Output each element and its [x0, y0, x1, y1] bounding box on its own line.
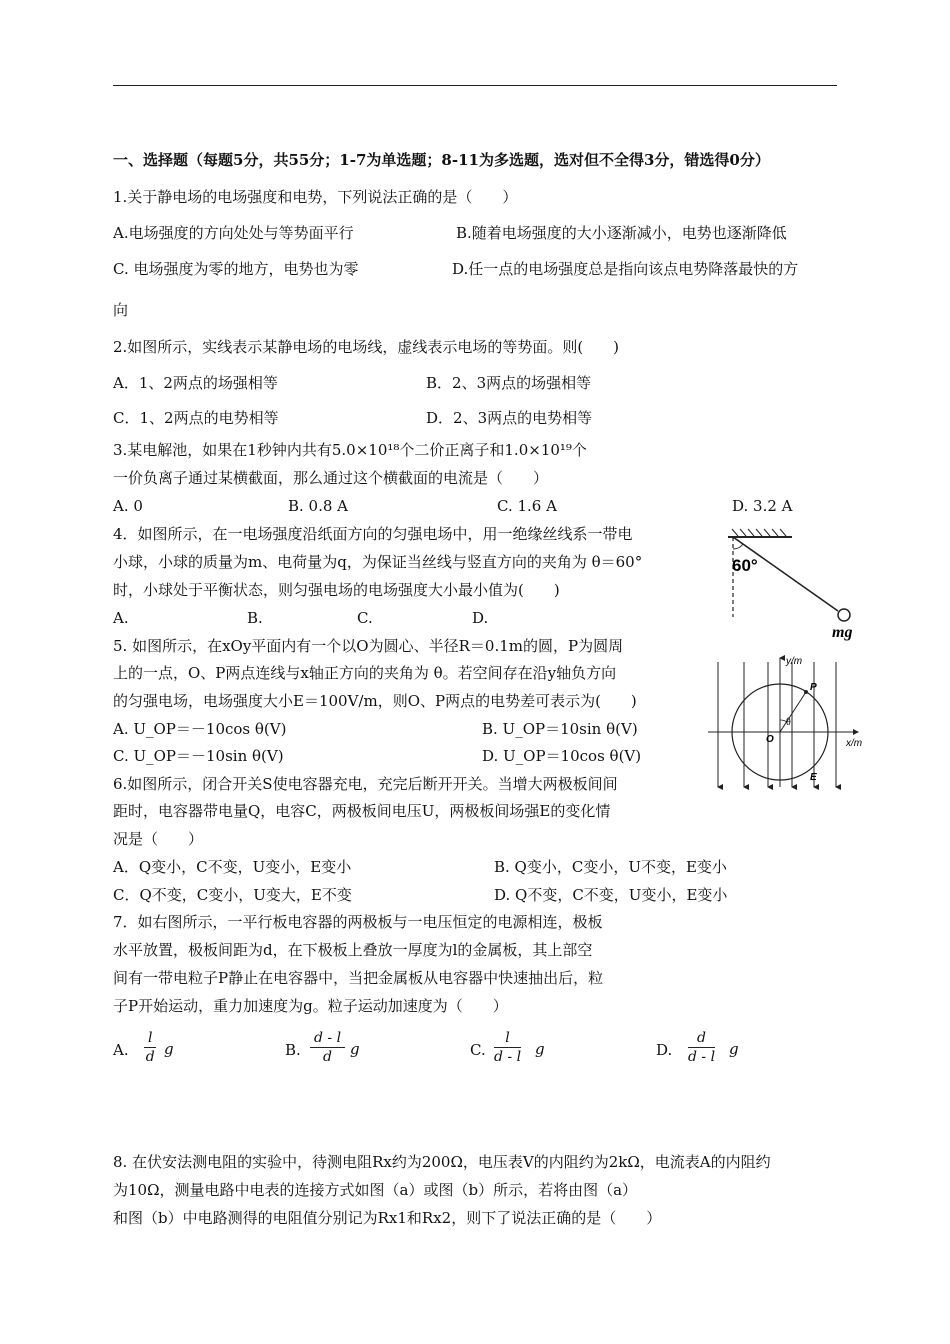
header-rule	[113, 85, 837, 86]
q7-line2: 水平放置，极板间距为d，在下极板上叠放一厚度为l的金属板，其上部空	[113, 941, 593, 959]
q2-stem: 2.如图所示，实线表示某静电场的电场线，虚线表示电场的等势面。则( )	[113, 338, 620, 356]
q7-line3: 间有一带电粒子P静止在电容器中，当把金属板从电容器中快速抽出后，粒	[113, 969, 604, 987]
section-title: 一、选择题（每题5分，共55分；1-7为单选题；8-11为多选题，选对但不全得3分，错选得0分）	[113, 151, 770, 169]
q7-frac-a-den: d	[145, 1049, 155, 1065]
q5-x-axis-label: x/m	[846, 738, 863, 749]
q5-line3: 的匀强电场，电场强度大小E＝100V/m，则O、P两点的电势差可表示为( )	[113, 692, 637, 710]
q4-option-b: B.	[247, 609, 263, 627]
q3-option-d: D. 3.2 A	[732, 497, 793, 515]
q7-frac-b	[310, 1029, 345, 1066]
q6-option-c: C．Q不变，C变小，U变大，E不变	[113, 886, 352, 904]
q7-option-a: A.	[113, 1041, 129, 1059]
q7-g-c: g	[535, 1040, 545, 1058]
q7-g-b: g	[350, 1040, 360, 1058]
q6-line3: 况是（ ）	[113, 830, 204, 848]
q5-option-a: A. U_OP＝－10cos θ(V)	[113, 720, 287, 738]
q1-option-d-cont: 向	[113, 301, 129, 319]
q5-option-d: D. U_OP＝10cos θ(V)	[482, 747, 642, 765]
q5-line1: 5. 如图所示，在xOy平面内有一个以O为圆心、半径R＝0.1m的圆，P为圆周	[113, 637, 624, 655]
q2-option-a: A．1、2两点的场强相等	[113, 374, 278, 392]
q6-option-b: B. Q变小，C变小，U不变，E变小	[494, 858, 727, 876]
q3-option-b: B. 0.8 A	[288, 497, 349, 515]
q7-frac-d-num: d	[688, 1029, 715, 1048]
q1-option-d: D.任一点的电场强度总是指向该点电势降落最快的方	[452, 260, 799, 278]
q7-line4: 子P开始运动，重力加速度为g。粒子运动加速度为（ ）	[113, 997, 508, 1015]
q1-option-a: A.电场强度的方向处处与等势面平行	[113, 224, 354, 242]
q7-frac-c-den: d - l	[494, 1049, 522, 1065]
q7-frac-a-num: l	[144, 1029, 156, 1048]
q5-y-axis-label: y/m	[786, 656, 803, 667]
q3-line1: 3.某电解池，如果在1秒钟内共有5.0×10¹⁸个二价正离子和1.0×10¹⁹个	[113, 441, 587, 459]
q7-frac-d	[688, 1029, 715, 1066]
q7-g-a: g	[164, 1040, 174, 1058]
q5-option-c: C. U_OP＝－10sin θ(V)	[113, 747, 284, 765]
q3-option-a: A. 0	[113, 497, 143, 515]
q4-option-d: D.	[472, 609, 489, 627]
q5-point-p-label: P	[810, 682, 817, 693]
q6-option-d: D. Q不变，C不变，U变小，E变小	[494, 886, 728, 904]
q5-theta-label: θ	[786, 717, 791, 728]
q5-option-b: B. U_OP＝10sin θ(V)	[482, 720, 638, 738]
q4-option-c: C.	[357, 609, 373, 627]
q7-frac-b-den: d	[323, 1049, 333, 1065]
q6-option-a: A．Q变小，C不变，U变小，E变小	[113, 858, 352, 876]
q4-option-a: A.	[113, 609, 129, 627]
q7-frac-b-num: d - l	[310, 1029, 345, 1048]
q8-line1: 8. 在伏安法测电阻的实验中，待测电阻Rx约为200Ω，电压表V的内阻约为2kΩ，电流表A的内阻约	[113, 1153, 771, 1171]
q4-pendulum-figure	[720, 525, 870, 645]
q5-circle-field-figure	[706, 652, 866, 792]
q2-option-b: B．2、3两点的场强相等	[426, 374, 592, 392]
q7-frac-c	[494, 1029, 521, 1066]
q4-line2: 小球，小球的质量为m、电荷量为q，为保证当丝线与竖直方向的夹角为 θ＝60°	[113, 553, 643, 571]
q7-option-d: D.	[656, 1041, 673, 1059]
q4-angle-label: 60°	[732, 556, 758, 575]
q1-option-c: C. 电场强度为零的地方，电势也为零	[113, 260, 359, 278]
q4-line1: 4．如图所示，在一电场强度沿纸面方向的匀强电场中，用一绝缘丝线系一带电	[113, 525, 633, 543]
q7-line1: 7．如右图所示，一平行板电容器的两极板与一电压恒定的电源相连，极板	[113, 913, 603, 931]
q5-line2: 上的一点，O、P两点连线与x轴正方向的夹角为 θ。若空间存在沿y轴负方向	[113, 664, 617, 682]
q5-e-label: E	[810, 772, 817, 783]
q7-frac-c-num: l	[494, 1029, 521, 1048]
q7-option-b: B.	[285, 1041, 301, 1059]
q3-option-c: C. 1.6 A	[497, 497, 557, 515]
q1-stem: 1.关于静电场的电场强度和电势，下列说法正确的是（ ）	[113, 188, 518, 206]
q8-line2: 为10Ω，测量电路中电表的连接方式如图（a）或图（b）所示，若将由图（a）	[113, 1181, 638, 1199]
q6-line2: 距时，电容器带电量Q，电容C，两极板间电压U，两极板间场强E的变化情	[113, 802, 611, 820]
q4-mg-label: mg	[832, 624, 853, 641]
q5-origin-label: O	[766, 734, 774, 745]
q6-line1: 6.如图所示，闭合开关S使电容器充电，充完后断开开关。当增大两极板间间	[113, 775, 618, 793]
q7-g-d: g	[729, 1040, 739, 1058]
q8-line3: 和图（b）中电路测得的电阻值分别记为Rx1和Rx2，则下了说法正确的是（ ）	[113, 1209, 662, 1227]
q2-option-c: C．1、2两点的电势相等	[113, 409, 279, 427]
q7-frac-d-den: d - l	[688, 1049, 716, 1065]
q7-frac-a	[144, 1029, 156, 1066]
q2-option-d: D．2、3两点的电势相等	[426, 409, 593, 427]
q7-option-c: C.	[470, 1041, 486, 1059]
q4-line3: 时，小球处于平衡状态，则匀强电场的电场强度大小最小值为( )	[113, 581, 560, 599]
q1-option-b: B.随着电场强度的大小逐渐减小，电势也逐渐降低	[456, 224, 787, 242]
q3-line2: 一价负离子通过某横截面，那么通过这个横截面的电流是（ ）	[113, 469, 549, 487]
